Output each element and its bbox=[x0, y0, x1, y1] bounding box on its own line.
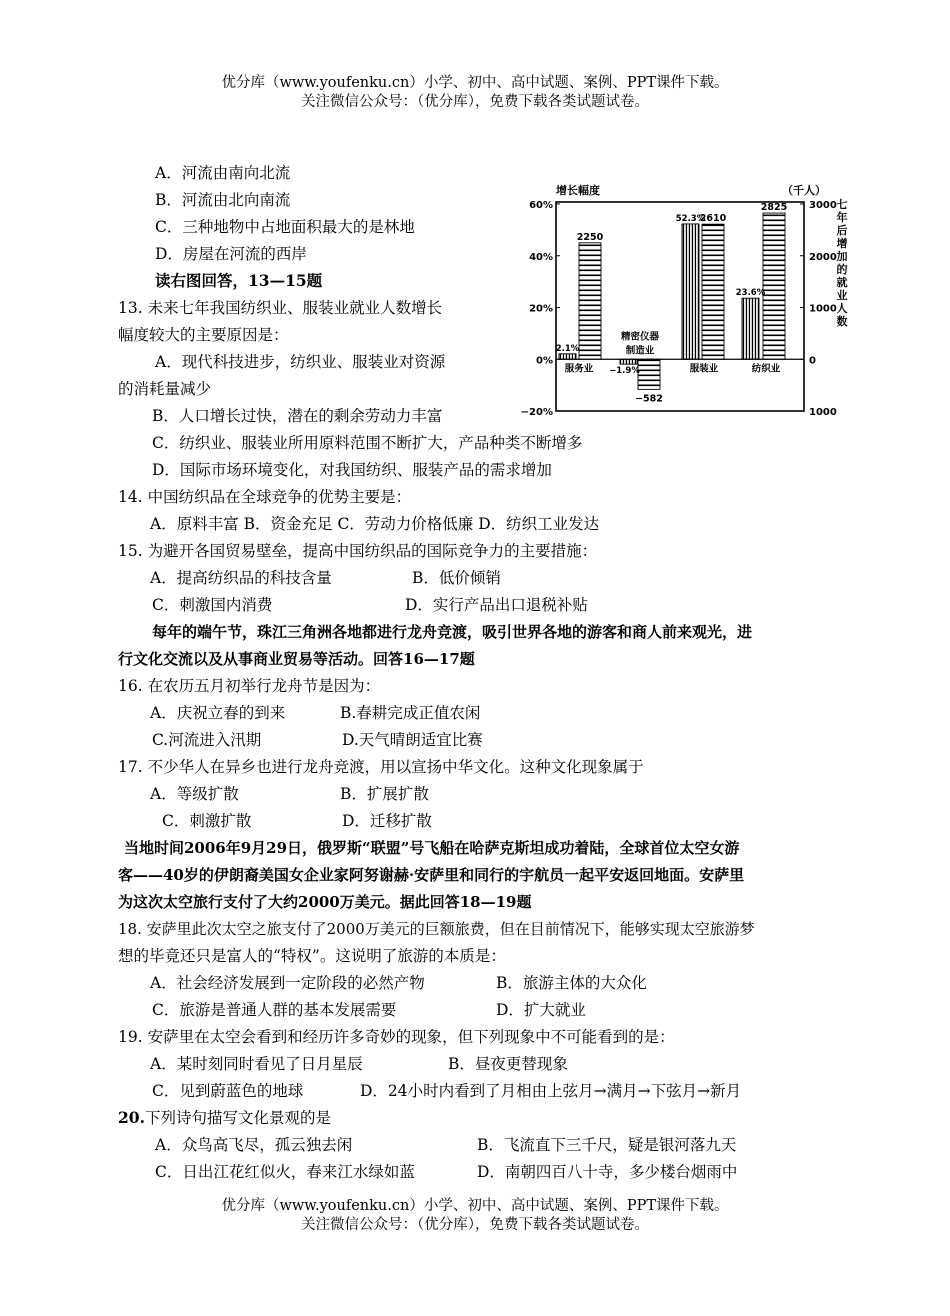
q20-number: 20. bbox=[118, 1108, 145, 1127]
q14-stem: 14. 中国纺织品在全球竞争的优势主要是： bbox=[118, 488, 412, 506]
q13-option-d: D．国际市场环境变化，对我国纺织、服装产品的需求增加 bbox=[152, 461, 552, 479]
q20-stem bbox=[118, 1108, 331, 1128]
q12-option-d: D．房屋在河流的西岸 bbox=[155, 245, 307, 263]
q19-option-a: A．某时刻同时看见了日月星辰 bbox=[150, 1055, 363, 1073]
q16-option-a: A．庆祝立春的到来 bbox=[150, 704, 286, 722]
growth-rate-bar bbox=[742, 298, 759, 359]
growth-rate-label: 2.1% bbox=[555, 343, 580, 354]
q12-option-c: C．三种地物中占地面积最大的是林地 bbox=[155, 218, 415, 236]
left-tick-label: 40% bbox=[529, 251, 553, 263]
header-line-1: 优分库（www.youfenku.cn）小学、初中、高中试题、案例、PPT课件下载。 bbox=[221, 75, 729, 91]
q12-option-a: A．河流由南向北流 bbox=[155, 164, 291, 182]
q18-option-c: C．旅游是普通人群的基本发展需要 bbox=[152, 1001, 397, 1019]
q13-option-a-2: 的消耗量减少 bbox=[118, 380, 212, 398]
q17-stem: 17. 不少华人在异乡也进行龙舟竞渡，用以宣扬中华文化。这种文化现象属于 bbox=[118, 758, 644, 776]
right-tick-label: 0 bbox=[809, 355, 816, 367]
employment-bar bbox=[579, 243, 601, 359]
employment-growth-chart bbox=[520, 178, 870, 420]
chart-title-left: 增长幅度 bbox=[556, 184, 600, 197]
right-tick-label: 3000 bbox=[809, 200, 837, 211]
q18-option-d: D．扩大就业 bbox=[496, 1001, 586, 1019]
q15-option-a: A．提高纺织品的科技含量 bbox=[150, 569, 332, 587]
right-tick-label: 2000 bbox=[809, 251, 837, 263]
left-tick-label: 60% bbox=[529, 200, 553, 211]
q19-option-d: D．24小时内看到了月相由上弦月→满月→下弦月→新月 bbox=[360, 1082, 742, 1100]
q15-option-b: B．低价倾销 bbox=[412, 569, 501, 587]
employment-bar bbox=[638, 359, 660, 389]
q13-option-c: C．纺织业、服装业所用原料范围不断扩大，产品种类不断增多 bbox=[152, 434, 583, 452]
intro-16-17-line-2: 行文化交流以及从事商业贸易等活动。回答16—17题 bbox=[118, 650, 475, 668]
q18-stem-2: 想的毕竟还只是富人的“特权”。这说明了旅游的本质是： bbox=[118, 947, 506, 965]
growth-rate-bar bbox=[559, 354, 576, 359]
growth-rate-label: −1.9% bbox=[609, 366, 640, 377]
left-tick-label: −20% bbox=[520, 407, 553, 418]
growth-rate-label: 52.3% bbox=[675, 213, 706, 224]
growth-rate-label: 23.6% bbox=[735, 288, 766, 299]
q19-option-c: C．见到蔚蓝色的地球 bbox=[152, 1082, 304, 1100]
q13-stem-2: 幅度较大的主要原因是： bbox=[118, 326, 289, 344]
header-line-2: 关注微信公众号：（优分库），免费下载各类试题试卷。 bbox=[301, 94, 649, 110]
intro-16-17-line-1: 每年的端午节，珠江三角洲各地都进行龙舟竞渡，吸引世界各地的游客和商人前来观光，进 bbox=[152, 623, 753, 641]
q20-option-a: A．众鸟高飞尽，孤云独去闲 bbox=[155, 1136, 353, 1154]
q17-option-b: B．扩展扩散 bbox=[340, 785, 429, 803]
q17-option-d: D．迁移扩散 bbox=[342, 812, 432, 830]
q20-stem-text: 下列诗句描写文化景观的是 bbox=[144, 1109, 331, 1127]
q16-stem: 16. 在农历五月初举行龙舟节是因为： bbox=[118, 677, 381, 695]
employment-label: 2250 bbox=[576, 231, 604, 243]
employment-label: 2825 bbox=[760, 202, 788, 214]
footer-line-2: 关注微信公众号：（优分库），免费下载各类试题试卷。 bbox=[301, 1217, 649, 1233]
category-label-garment: 服装业 bbox=[689, 363, 719, 375]
growth-rate-bar bbox=[682, 224, 699, 359]
q15-option-c: C．刺激国内消费 bbox=[152, 596, 273, 614]
intro-13-15: 读右图回答，13—15题 bbox=[155, 271, 323, 290]
intro-18-19-line-1: 当地时间2006年9月29日，俄罗斯“联盟”号飞船在哈萨克斯坦成功着陆，全球首位太空女游 bbox=[124, 839, 740, 857]
intro-18-19-line-3: 为这次太空旅行支付了大约2000万美元。据此回答18—19题 bbox=[118, 893, 532, 911]
category-label-instrument-1: 精密仪器 bbox=[620, 331, 660, 343]
q18-option-b: B．旅游主体的大众化 bbox=[496, 974, 647, 992]
q17-option-c: C．刺激扩散 bbox=[162, 812, 252, 830]
employment-bar bbox=[702, 224, 724, 359]
q12-option-b: B．河流由北向南流 bbox=[155, 191, 291, 209]
q18-stem-1: 18. 安萨里此次太空之旅支付了2000万美元的巨额旅费，但在目前情况下，能够实现太空旅游梦 bbox=[118, 920, 755, 938]
chart-title-right: （千人） bbox=[782, 184, 826, 197]
q19-stem: 19. 安萨里在太空会看到和经历许多奇妙的现象，但下列现象中不可能看到的是： bbox=[118, 1028, 675, 1046]
q14-options: A．原料丰富 B．资金充足 C．劳动力价格低廉 D．纺织工业发达 bbox=[150, 515, 600, 533]
q19-option-b: B．昼夜更替现象 bbox=[448, 1055, 568, 1073]
employment-label: −582 bbox=[635, 393, 663, 405]
q16-option-c: C.河流进入汛期 bbox=[152, 731, 262, 749]
intro-18-19-line-2: 客——40岁的伊朗裔美国女企业家阿努谢赫·安萨里和同行的宇航员一起平安返回地面。安萨里 bbox=[118, 866, 745, 884]
employment-bar bbox=[763, 213, 785, 359]
category-label-service: 服务业 bbox=[564, 363, 594, 375]
category-label-instrument-2: 制造业 bbox=[625, 345, 655, 357]
q20-option-d: D．南朝四百八十寺，多少楼台烟雨中 bbox=[477, 1163, 738, 1181]
q17-option-a: A．等级扩散 bbox=[150, 785, 239, 803]
right-tick-label: 1000 bbox=[809, 303, 837, 315]
q13-option-b: B．人口增长过快，潜在的剩余劳动力丰富 bbox=[152, 407, 443, 425]
q16-option-b: B.春耕完成正值农闲 bbox=[340, 704, 481, 722]
right-tick-label: 1000 bbox=[809, 407, 837, 418]
footer-line-1: 优分库（www.youfenku.cn）小学、初中、高中试题、案例、PPT课件下载。 bbox=[221, 1198, 729, 1214]
q15-stem: 15. 为避开各国贸易壁垒，提高中国纺织品的国际竞争力的主要措施： bbox=[118, 542, 598, 560]
growth-rate-bar bbox=[620, 359, 637, 364]
q20-option-b: B．飞流直下三千尺，疑是银河落九天 bbox=[477, 1136, 737, 1154]
left-tick-label: 20% bbox=[529, 303, 553, 315]
q18-option-a: A．社会经济发展到一定阶段的必然产物 bbox=[150, 974, 425, 992]
q13-option-a-1: A．现代科技进步，纺织业、服装业对资源 bbox=[155, 353, 446, 371]
left-tick-label: 0% bbox=[536, 355, 553, 367]
chart-right-axis-title: 七年后增加的就业人数 bbox=[836, 198, 848, 328]
employment-label: 2610 bbox=[699, 213, 727, 225]
q13-stem-1: 13. 未来七年我国纺织业、服装业就业人数增长 bbox=[118, 299, 443, 317]
q20-option-c: C．日出江花红似火，春来江水绿如蓝 bbox=[155, 1163, 415, 1181]
q16-option-d: D.天气晴朗适宜比赛 bbox=[342, 731, 483, 749]
q15-option-d: D．实行产品出口退税补贴 bbox=[405, 596, 588, 614]
category-label-textile: 纺织业 bbox=[751, 363, 781, 375]
